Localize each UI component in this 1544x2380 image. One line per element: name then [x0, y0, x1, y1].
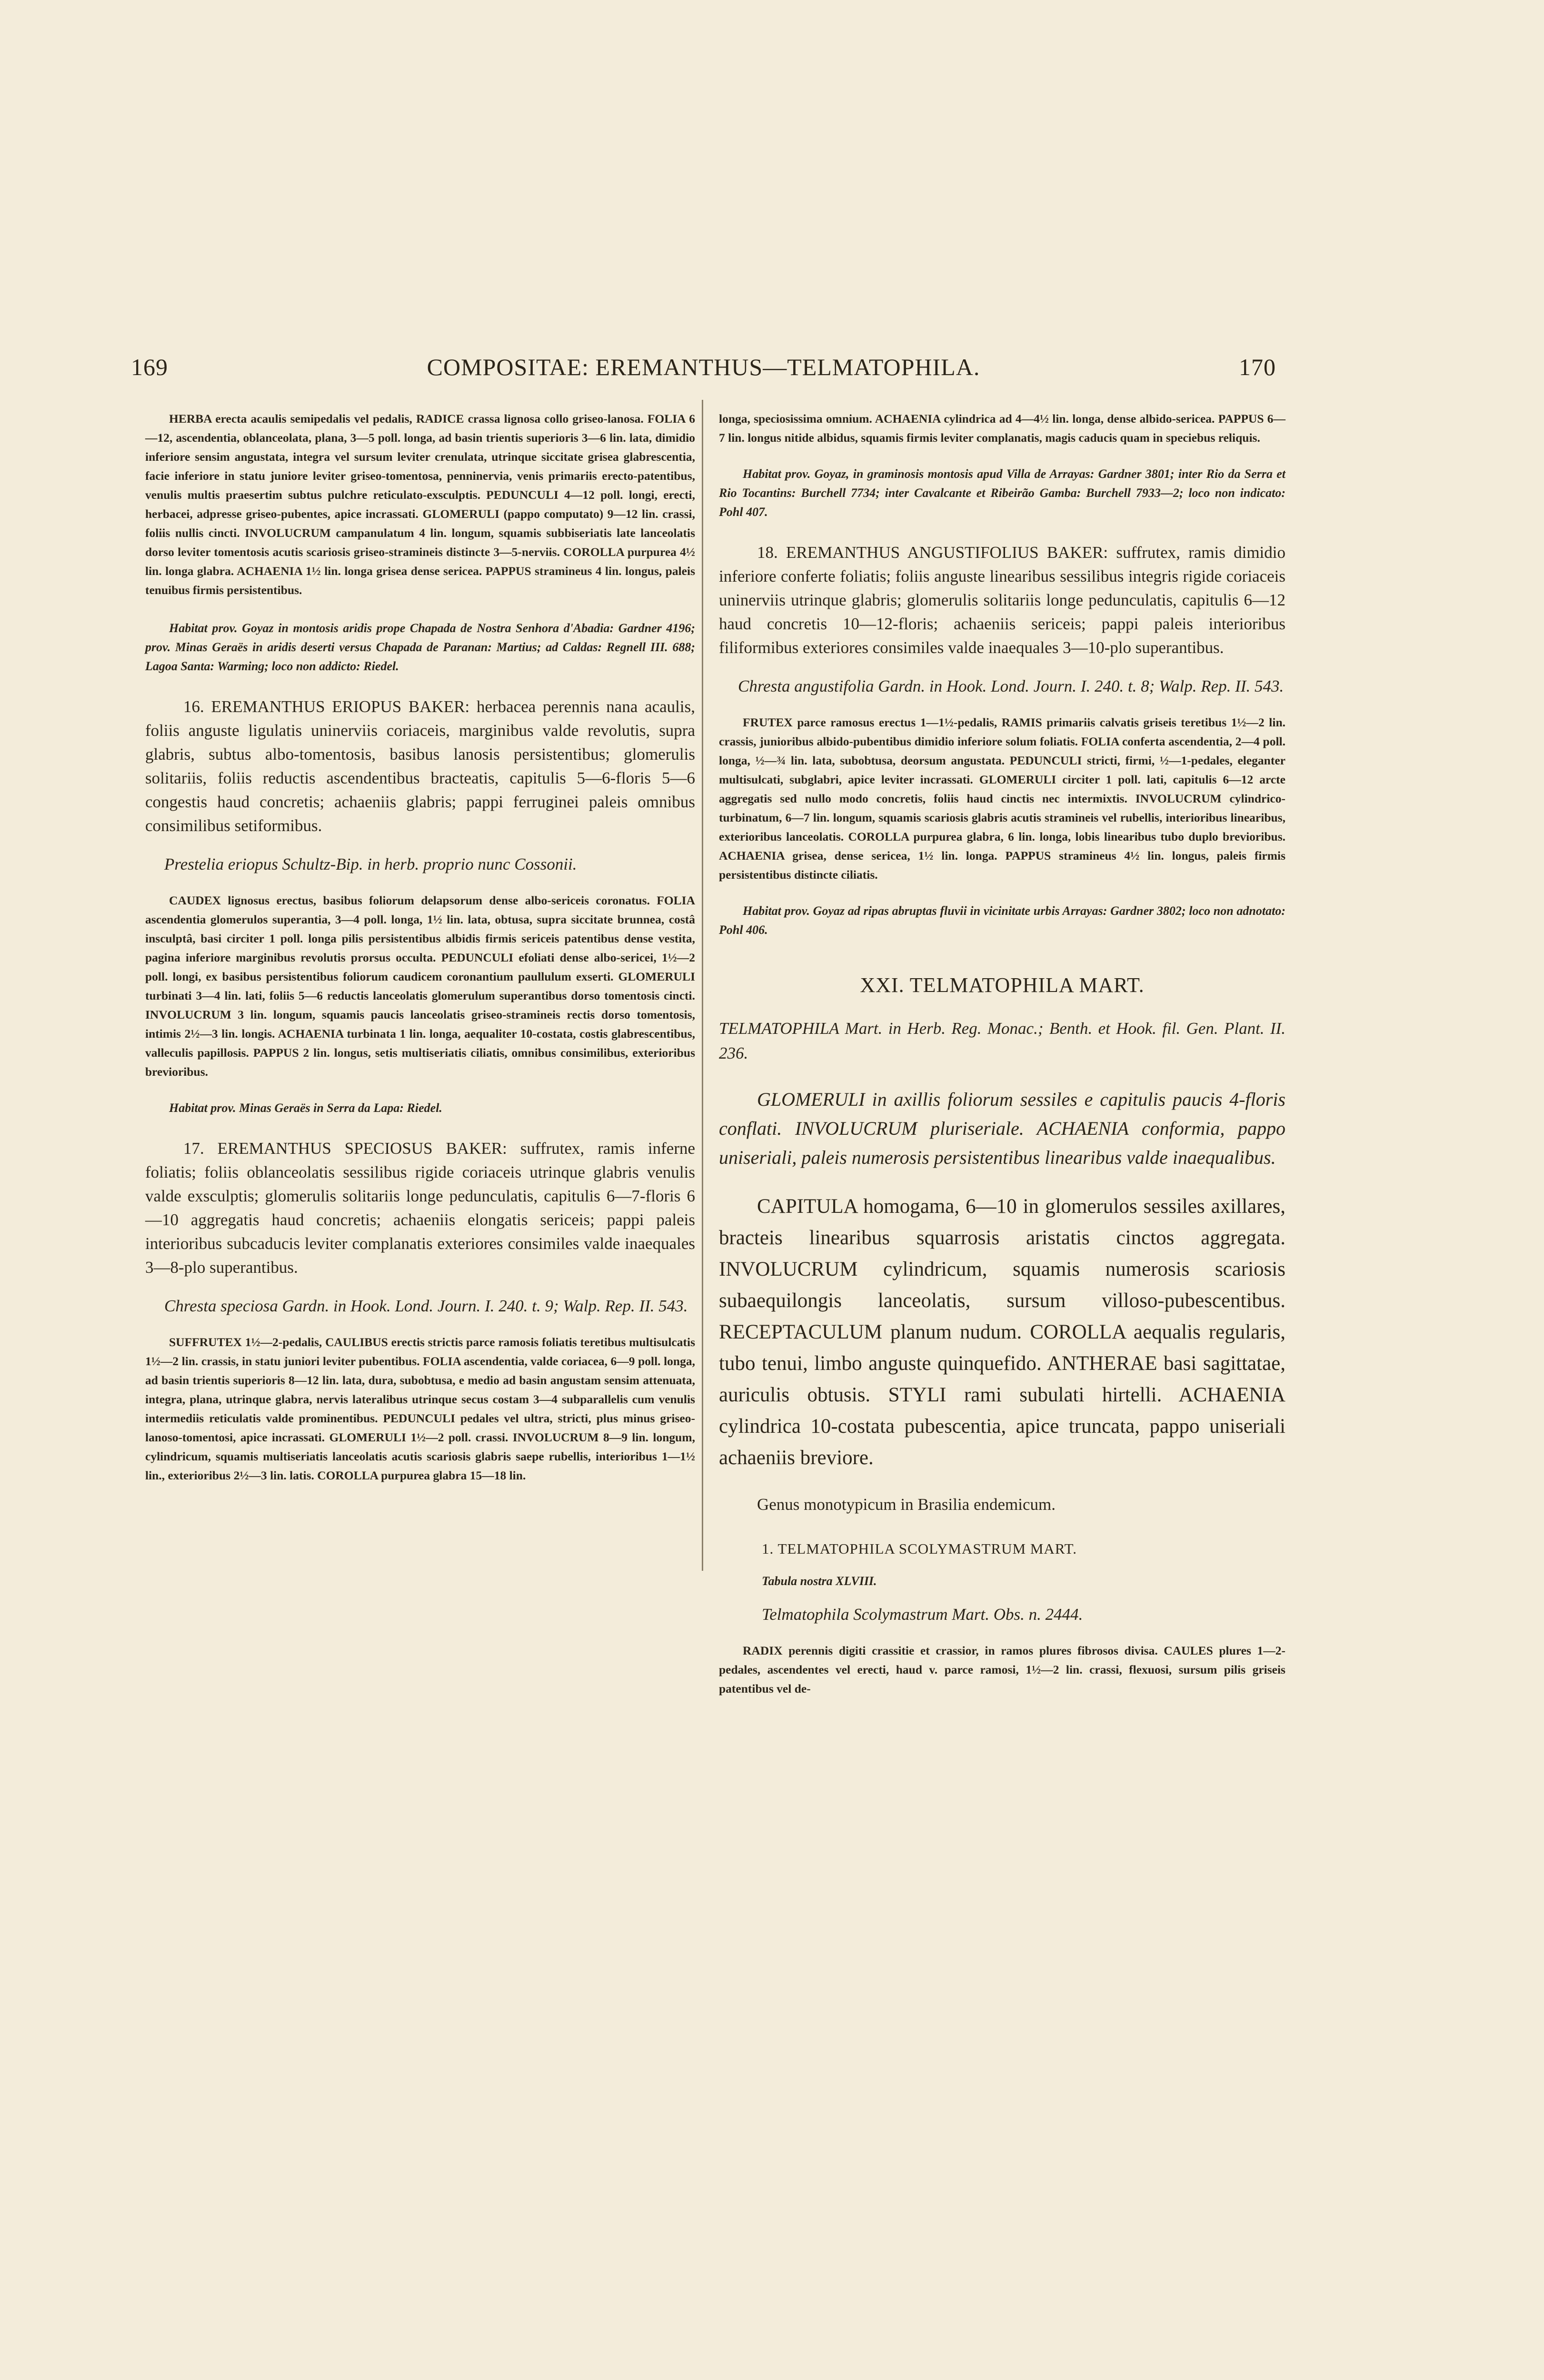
right-column [719, 409, 1285, 1698]
page-number-right: 170 [1239, 354, 1276, 380]
species-18-heading: 18. EREMANTHUS ANGUSTIFOLIUS BAKER: [757, 543, 1108, 562]
species-16-diagnosis: 16. EREMANTHUS ERIOPUS BAKER: herbacea perennis nana acaulis, foliis anguste ligulatis uninerviis coriaceis, marginibus valde revolutis, supra glabris, subtus albo-tomentosis, basibus lanosis persistentibus; glomerulis solitariis, foliis reductis ascendentibus bracteatis, capitulis 5—6-floris 5—6 congestis haud concretis; achaeniis glabris; pappi ferruginei paleis omnibus consimilibus setiformibus. [145, 697, 696, 835]
species-18-description: FRUTEX parce ramosus erectus 1—1½-pedalis, RAMIS primariis calvatis griseis teretibus 1½—2 lin. crassis, junioribus albido-pubentibus dimidio inferiore solum foliatis. FOLIA conferta ascendentia, 2—4 poll. longa, ½—¾ lin. lata, subobtusa, deorsum angustata. PEDUNCULI stricti, firmi, ½—1-pedales, eleganter multisulcati, subglabri, apice leviter incrassati. GLOMERULI circiter 1 poll. lati, capitulis 6—12 arcte aggregatis sed nullo modo concretis, foliis haud cinctis nec intermixtis. INVOLUCRUM cylindrico-turbinatum, 6—7 lin. longum, squamis scariosis glabris acutis stramineis vel rubellis, interioribus linearibus, exterioribus lanceolatis. COROLLA purpurea glabra, 6 lin. longa, lobis linearibus tubo duplo brevioribus. ACHAENIA grisea, dense sericea, 1½ lin. longa. PAPPUS stramineus 4½ lin. longus, paleis firmis persistentibus distincte ciliatis. [719, 715, 1285, 882]
page-number-left: 169 [131, 354, 168, 380]
species-17-reference: Chresta speciosa Gardn. in Hook. Lond. Journ. I. 240. t. 9; Walp. Rep. II. 543. [164, 1297, 688, 1315]
species-18-diagnosis: 18. EREMANTHUS ANGUSTIFOLIUS BAKER: suffrutex, ramis dimidio inferiore conferte foliatis; foliis anguste linearibus sessilibus integris rigide coriaceis uninerviis utrinque glabris; glomerulis solitariis longe pedunculatis, capitulis 6—12 haud concretis 10—12-floris; achaeniis sericeis; pappi paleis interioribus filiformibus exteriores consimiles valde inaequales 3—10-plo superantibus. [719, 543, 1285, 657]
genus-description: CAPITULA homogama, 6—10 in glomerulos sessiles axillares, bracteis linearibus squarrosis aristatis cinctos aggregata. INVOLUCRUM cylindricum, squamis numerosis scariosis subaequilongis lanceolatis, sursum villoso-pubescentibus. RECEPTACULUM planum nudum. COROLLA aequalis regularis, tubo tenui, limbo anguste quinquefido. ANTHERAE basi sagittatae, auriculis obtusis. STYLI rami subulati hirtelli. ACHAENIA cylindrica 10-costata pubescentia, apice truncata, pappo uniseriali achaeniis breviore. [719, 1195, 1285, 1469]
running-title: COMPOSITAE: EREMANTHUS—TELMATOPHILA. [427, 354, 980, 380]
page-header [131, 353, 1276, 391]
genus-note: Genus monotypicum in Brasilia endemicum. [757, 1495, 1056, 1514]
species-16-description: CAUDEX lignosus erectus, basibus foliorum delapsorum dense albo-sericeis coronatus. FOLIA ascendentia glomerulos superantia, 3—4 poll. longa, 1½ lin. lata, obtusa, supra siccitate brunnea, costâ insculptâ, basi circiter 1 poll. longa pilis persistentibus albidis firmis sericeis patentibus dense vestita, pagina inferiore marginibus revolutis prorsus occulta. PEDUNCULI efoliati dense albo-sericei, 1½—2 poll. longi, ex basibus persistentibus foliorum caudicem coronantium paullulum exserti. GLOMERULI turbinati 3—4 lin. lati, foliis 5—6 reductis lanceolatis glomerulum superantibus dorso tomentosis cincti. INVOLUCRUM 3 lin. longum, squamis paucis lanceolatis griseo-stramineis rectis dorso tomentosis, intimis 2½—3 lin. longis. ACHAENIA turbinata 1 lin. longa, aequaliter 10-costata, costis glabrescentibus, valleculis papillosis. PAPPUS 2 lin. longus, setis multiseriatis ciliatis, omnibus consimilibus, exterioribus brevioribus. [145, 893, 695, 1079]
species-16-habitat: Habitat prov. Minas Geraës in Serra da Lapa: Riedel. [169, 1101, 442, 1115]
genus-title: XXI. TELMATOPHILA MART. [860, 973, 1145, 997]
species-1-description: RADIX perennis digiti crassitie et crassior, in ramos plures fibrosos divisa. CAULES plures 1—2-pedales, ascendentes vel erecti, haud v. parce ramosi, 1½—2 lin. crassi, flexuosi, sursum pilis griseis patentibus vel de- [719, 1644, 1285, 1696]
species-1-heading: 1. TELMATOPHILA SCOLYMASTRUM MART. [762, 1540, 1077, 1557]
species-17-description: SUFFRUTEX 1½—2-pedalis, CAULIBUS erectis strictis parce ramosis foliatis teretibus multisulcatis 1½—2 lin. crassis, in statu juniori leviter pubentibus. FOLIA ascendentia, valde coriacea, 6—9 poll. longa, ad basin trientis superioris 8—12 lin. lata, dura, subobtusa, e medio ad basin angustam sensim attenuata, integra, plana, utrinque glabra, nervis lateralibus utrinque secus costam 3—4 subparallelis cum venulis intermediis reticulatis valde prominentibus. PEDUNCULI pedales vel ultra, stricti, plus minus griseo-lanoso-tomentosi, apice incrassati. GLOMERULI 1½—2 poll. crassi. INVOLUCRUM 8—9 lin. longum, cylindricum, squamis multiseriatis lanceolatis acutis scariosis glabris saepe rubellis, interioribus 1—1½ lin., exterioribus 2½—3 lin. latis. COROLLA purpurea glabra 15—18 lin. [145, 1335, 695, 1482]
species-17-heading: 17. EREMANTHUS SPECIOSUS BAKER: [183, 1139, 507, 1158]
genus-diagnosis: GLOMERULI in axillis foliorum sessiles e capitulis paucis 4-floris conflati. INVOLUCRUM pluriseriale. ACHAENIA conformia, pappo uniseriali, paleis numerosis persistentibus linearibus valde inaequalibus. [719, 1089, 1285, 1168]
species-1-reference: Telmatophila Scolymastrum Mart. Obs. n. 2444. [762, 1605, 1083, 1624]
species-16-heading: 16. EREMANTHUS ERIOPUS BAKER: [183, 697, 470, 716]
species-18-habitat: Habitat prov. Goyaz ad ripas abruptas fluvii in vicinitate urbis Arrayas: Gardner 3802; loco non adnotato: Pohl 406. [719, 904, 1285, 937]
left-column [145, 409, 695, 1485]
species-16-reference: Prestelia eriopus Schultz-Bip. in herb. proprio nunc Cossonii. [164, 855, 577, 873]
species-18-reference: Chresta angustifolia Gardn. in Hook. Lond. Journ. I. 240. t. 8; Walp. Rep. II. 543. [738, 677, 1284, 695]
plate-reference: Tabula nostra XLVIII. [762, 1574, 877, 1588]
species-17-diagnosis: 17. EREMANTHUS SPECIOSUS BAKER: suffrutex, ramis inferne foliatis; foliis oblanceolatis sessilibus rigide coriaceis utrinque glabris venulis valde exsculptis; glomerulis solitariis longe pedunculatis, capitulis 6—7-floris 6—10 aggregatis haud concretis; achaeniis elongatis sericeis; pappi paleis interioribus subcaducis leviter complanatis exteriores consimiles valde inaequales 3—8-plo superantibus. [145, 1139, 696, 1277]
continued-habitat: Habitat prov. Goyaz, in graminosis montosis apud Villa de Arrayas: Gardner 3801; inter Rio da Serra et Rio Tocantins: Burchell 7734; inter Cavalcante et Ribeirão Gamba: Burchell 7933—2; loco non indicato: Pohl 407. [719, 467, 1285, 519]
habitat-paragraph: Habitat prov. Goyaz in montosis aridis prope Chapada de Nostra Senhora d'Abadia: Gardner 4196; prov. Minas Geraës in aridis deserti versus Chapada de Paranan: Martius; ad Caldas: Regnell III. 688; Lagoa Santa: Warming; loco non addicto: Riedel. [145, 621, 695, 673]
description-paragraph: HERBA erecta acaulis semipedalis vel pedalis, RADICE crassa lignosa collo griseo-lanosa. FOLIA 6—12, ascendentia, oblanceolata, plana, 3—5 poll. longa, ad basin trientis superioris 3—6 lin. lata, dimidio inferiore sensim angustata, integra vel sursum leviter crenulata, utrinque siccitate grisea glabrescentia, facie inferiore in statu juniore leviter griseo-tomentosa, penninervia, venis primariis erecto-patentibus, venulis multis praesertim subtus pulchre reticulato-exsculptis. PEDUNCULI 4—12 poll. longi, erecti, herbacei, adpresse griseo-pubentes, apice incrassati. GLOMERULI (pappo computato) 9—12 lin. crassi, foliis nullis cincti. INVOLUCRUM campanulatum 4 lin. longum, squamis subbiseriatis late lanceolatis dorso leviter tomentosis acutis scariosis griseo-stramineis distincte 3—5-nerviis. COROLLA purpurea 4½ lin. longa glabra. ACHAENIA 1½ lin. longa grisea dense sericea. PAPPUS stramineus 4 lin. longus, paleis tenuibus firmis persistentibus. [145, 412, 695, 597]
column-divider [702, 400, 703, 1571]
continued-description: longa, speciosissima omnium. ACHAENIA cylindrica ad 4—4½ lin. longa, dense albido-sericea. PAPPUS 6—7 lin. longus nitide albidus, squamis firmis leviter complanatis, magis caducis quam in speciebus reliquis. [719, 412, 1285, 445]
genus-reference: TELMATOPHILA Mart. in Herb. Reg. Monac.; Benth. et Hook. fil. Gen. Plant. II. 236. [719, 1019, 1285, 1062]
